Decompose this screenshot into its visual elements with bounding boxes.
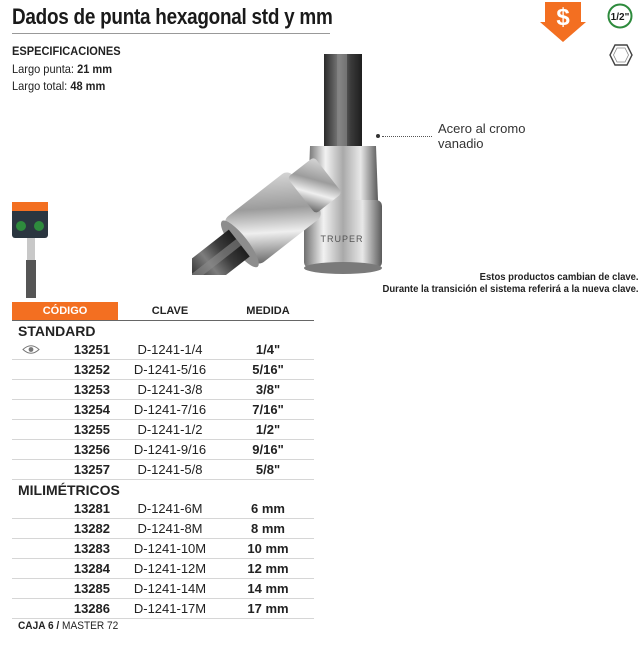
table-cell-code-text: 13257	[73, 462, 110, 477]
title-divider	[12, 33, 330, 34]
spec-total-length-value: 48 mm	[70, 79, 106, 93]
socket-brand-marking: TRUPER	[320, 234, 364, 244]
packaging-info	[18, 620, 118, 632]
table-cell-medida	[222, 539, 314, 559]
table-cell-clave	[118, 440, 222, 460]
table-cell-clave	[118, 599, 222, 619]
table-cell-code	[12, 460, 118, 480]
caja-label: CAJA 6 /	[18, 620, 60, 632]
table-cell-clave-text: D-1241-17M	[133, 601, 207, 616]
table-group-label: MILIMÉTRICOS	[18, 481, 120, 498]
table-cell-medida	[222, 420, 314, 440]
table-body	[12, 321, 314, 619]
product-table	[12, 302, 314, 619]
material-callout-line2: vanadio	[438, 136, 484, 151]
table-cell-medida	[222, 460, 314, 480]
table-cell-code-text: 13252	[73, 362, 110, 377]
table-group-row	[12, 321, 314, 341]
table-row	[12, 360, 314, 380]
notice-line1: Estos productos cambian de clave.	[480, 272, 639, 283]
page-title: Dados de punta hexagonal std y mm	[12, 4, 333, 29]
table-header-row	[12, 302, 314, 321]
table-row	[12, 340, 314, 360]
table-cell-code	[12, 579, 118, 599]
master-label: MASTER 72	[62, 620, 119, 632]
specs-heading: ESPECIFICACIONES	[12, 44, 121, 58]
table-cell-clave-text: D-1241-3/8	[137, 382, 203, 397]
table-cell-code-text: 13281	[73, 501, 110, 516]
table-group-label: STANDARD	[18, 322, 96, 339]
table-cell-medida	[222, 519, 314, 539]
table-cell-clave	[118, 360, 222, 380]
callout-marker	[376, 134, 380, 138]
table-cell-clave	[118, 420, 222, 440]
product-image	[192, 50, 392, 275]
table-cell-clave	[118, 559, 222, 579]
hexagon-icon	[609, 44, 633, 66]
table-cell-medida	[222, 340, 314, 360]
table-cell-clave	[118, 539, 222, 559]
column-header-clave: CLAVE	[151, 305, 189, 317]
table-cell-medida-text: 12 mm	[247, 561, 289, 576]
table-cell-clave	[118, 380, 222, 400]
table-cell-code	[12, 400, 118, 420]
blister-pack-image	[10, 202, 50, 298]
table-cell-code-text: 13256	[73, 442, 110, 457]
table-row	[12, 400, 314, 420]
table-row	[12, 559, 314, 579]
table-cell-clave-text: D-1241-8M	[137, 521, 203, 536]
table-cell-clave-text: D-1241-9/16	[133, 442, 207, 457]
table-cell-clave-text: D-1241-1/4	[137, 342, 203, 357]
material-callout-line1: Acero al cromo	[438, 121, 526, 136]
table-cell-code-text: 13251	[73, 342, 110, 357]
table-cell-clave	[118, 340, 222, 360]
table-cell-medida-text: 5/16"	[252, 362, 284, 377]
spec-total-length-label: Largo total:	[12, 79, 68, 93]
table-row	[12, 440, 314, 460]
table-cell-code	[12, 599, 118, 619]
table-cell-code	[12, 340, 118, 360]
table-cell-clave	[118, 400, 222, 420]
table-cell-medida-text: 3/8"	[255, 382, 281, 397]
spec-tip-length-label: Largo punta:	[12, 62, 74, 76]
table-cell-medida	[222, 599, 314, 619]
drive-size-badge-icon	[607, 3, 633, 29]
table-cell-medida-text: 5/8"	[255, 462, 281, 477]
table-cell-medida-text: 1/4"	[255, 342, 281, 357]
table-cell-medida	[222, 559, 314, 579]
spec-total-length	[12, 79, 105, 93]
table-cell-clave-text: D-1241-7/16	[133, 402, 207, 417]
drive-size-label: 1/2"	[610, 12, 630, 23]
table-cell-medida-text: 14 mm	[247, 581, 289, 596]
material-callout	[438, 121, 525, 151]
table-cell-medida	[222, 380, 314, 400]
table-cell-medida	[222, 360, 314, 380]
column-header-code: CÓDIGO	[12, 302, 118, 321]
table-row	[12, 460, 314, 480]
callout-leader-line	[382, 136, 432, 137]
table-row	[12, 499, 314, 519]
table-cell-code-text: 13255	[73, 422, 110, 437]
table-cell-clave	[118, 579, 222, 599]
table-cell-clave	[118, 499, 222, 519]
table-cell-code-text: 13284	[73, 561, 110, 576]
table-cell-code-text: 13286	[73, 601, 110, 616]
table-cell-clave	[118, 460, 222, 480]
table-cell-medida-text: 6 mm	[251, 501, 285, 516]
table-cell-clave-text: D-1241-6M	[137, 501, 203, 516]
table-cell-code	[12, 539, 118, 559]
table-cell-code	[12, 380, 118, 400]
table-row	[12, 539, 314, 559]
table-cell-medida	[222, 579, 314, 599]
table-cell-code	[12, 499, 118, 519]
table-cell-code	[12, 360, 118, 380]
table-cell-clave-text: D-1241-14M	[133, 581, 207, 596]
price-arrow-icon	[540, 2, 586, 42]
table-cell-medida-text: 7/16"	[252, 402, 284, 417]
table-cell-medida-text: 8 mm	[251, 521, 285, 536]
table-cell-clave-text: D-1241-12M	[133, 561, 207, 576]
table-cell-clave-text: D-1241-5/8	[137, 462, 203, 477]
table-row	[12, 599, 314, 619]
table-cell-clave-text: D-1241-10M	[133, 541, 207, 556]
table-cell-code-text: 13283	[73, 541, 110, 556]
table-cell-medida-text: 9/16"	[252, 442, 284, 457]
table-cell-medida-text: 17 mm	[247, 601, 289, 616]
table-row	[12, 420, 314, 440]
table-cell-code	[12, 440, 118, 460]
table-cell-medida-text: 10 mm	[247, 541, 289, 556]
table-row	[12, 579, 314, 599]
table-group-row	[12, 480, 314, 500]
price-symbol: $	[556, 4, 570, 31]
table-cell-clave	[118, 519, 222, 539]
table-row	[12, 519, 314, 539]
code-change-notice	[383, 272, 639, 296]
table-cell-code-text: 13253	[73, 382, 110, 397]
table-cell-medida	[222, 499, 314, 519]
table-cell-medida	[222, 440, 314, 460]
table-cell-medida-text: 1/2"	[255, 422, 281, 437]
column-header-medida: MEDIDA	[246, 305, 290, 317]
table-cell-code-text: 13254	[73, 402, 110, 417]
table-cell-code	[12, 559, 118, 579]
table-cell-code	[12, 519, 118, 539]
eye-icon	[22, 344, 40, 355]
table-cell-medida	[222, 400, 314, 420]
spec-tip-length-value: 21 mm	[77, 62, 113, 76]
table-cell-code	[12, 420, 118, 440]
table-cell-code-text: 13282	[73, 521, 110, 536]
table-cell-clave-text: D-1241-5/16	[133, 362, 207, 377]
table-cell-clave-text: D-1241-1/2	[137, 422, 203, 437]
table-cell-code-text: 13285	[73, 581, 110, 596]
notice-line2: Durante la transición el sistema referirá a la nueva clave.	[382, 284, 639, 295]
spec-tip-length	[12, 62, 112, 76]
table-row	[12, 380, 314, 400]
